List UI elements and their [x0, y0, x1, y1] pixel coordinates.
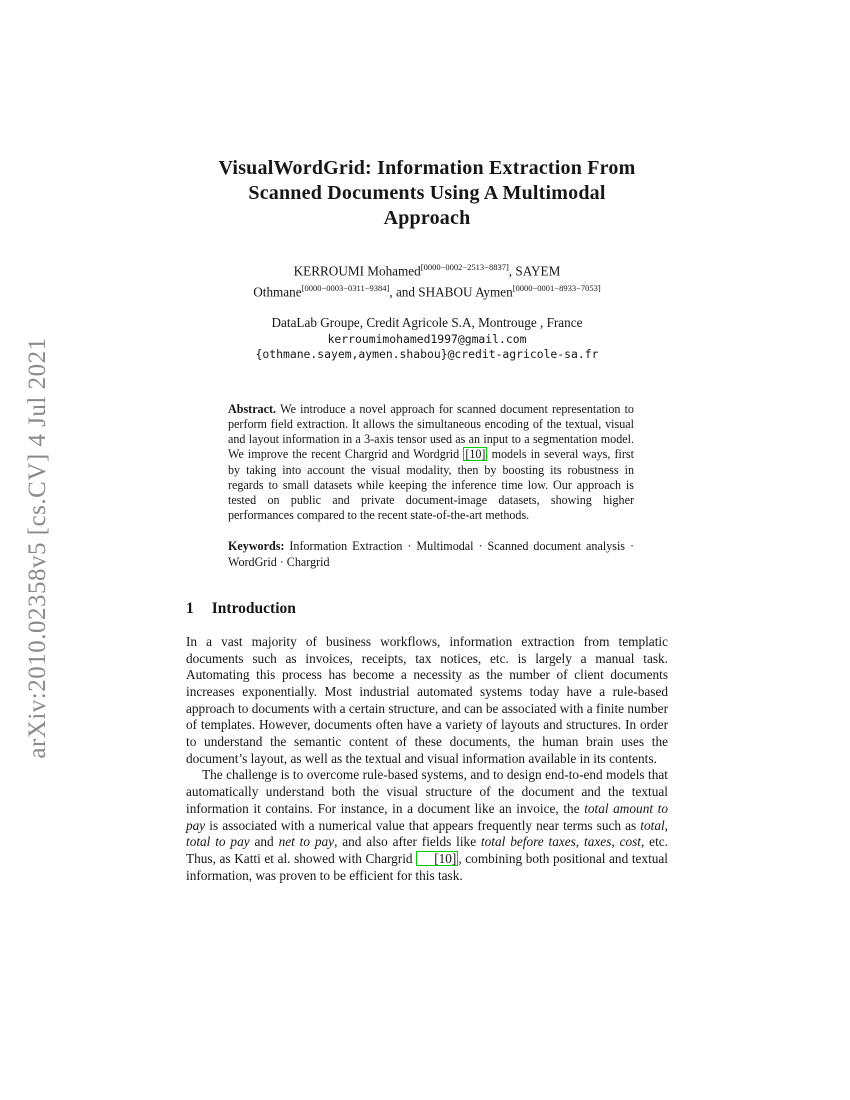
intro-paragraph-2: The challenge is to overcome rule-based systems, and to design end-to-end models that automatically understand both the visual structure of the document and the textual information it contains. For instance, in a document like an invoice, the total amount to pay is associated with a numerical value that appears frequently near terms such as total, total to pay and net to pay, and also after fields like total before taxes, taxes, cost, etc. Thus, as Katti et al. showed with Chargrid [10] , combining both positional and textual information, was proven to be efficient for this task.: [186, 767, 669, 883]
section-title: Introduction: [211, 599, 296, 617]
intro-paragraph-1: In a vast majority of business workflows, information extraction from templatic documents such as invoices, receipts, tax notices, etc. is largely a manual task. Automating this process has become a necessity as the number of client documents increases exponentially. Most industrial automated systems today have a rule-based approach to documents with a certain structure, and can be associated with a finite number of templates. However, documents often have a variety of layouts and structures. In order to understand the semantic content of these documents, the human brain uses the document’s layout, as well as the textual and visual information available in its contents.: [186, 633, 668, 766]
paper-title-line: Scanned Documents Using A Multimodal: [248, 182, 606, 204]
citation-ref[interactable]: [10]: [465, 447, 486, 462]
keywords-paragraph: Keywords: Information Extraction · Multimodal · Scanned document analysis · WordGrid · Chargrid: [228, 539, 634, 569]
author-line: Othmane[0000−0003−0311−9384], and SHABOU Aymen[0000−0001−8933−7053]: [253, 282, 601, 300]
citation-ref[interactable]: [10]: [416, 851, 458, 866]
author-email: kerroumimohamed1997@gmail.com: [327, 331, 527, 346]
paper-title-line: Approach: [383, 207, 471, 229]
abstract-paragraph: Abstract. We introduce a novel approach for scanned document representation to perform field extraction. It allows the simultaneous encoding of the textual, visual and layout information in a 3-axis tensor used as an input to a segmentation model. We improve the recent Chargrid and Wordgrid [10] models in several ways, first by taking into account the visual modality, then by boosting its robustness in regards to small datasets while keeping the inference time low. Our approach is tested on public and private document-image datasets, showing higher performances compared to the recent state-of-the-art methods.: [228, 401, 634, 523]
author-block: [186, 259, 668, 301]
affiliation-block: [186, 314, 668, 363]
section-heading-introduction: [186, 599, 668, 619]
section-number: 1: [186, 599, 194, 617]
paper-title: [186, 0, 668, 231]
paper-title-line: VisualWordGrid: Information Extraction From: [218, 157, 636, 179]
arxiv-watermark: arXiv:2010.02358v5 [cs.CV] 4 Jul 2021: [24, 337, 51, 759]
paper-content-column: [186, 0, 668, 884]
authors-email-group: {othmane.sayem,aymen.shabou}@credit-agricole-sa.fr: [255, 347, 599, 362]
author-line: KERROUMI Mohamed[0000−0002−2513−8837], SAYEM: [293, 262, 561, 279]
institution-line: DataLab Groupe, Credit Agricole S.A, Montrouge , France: [271, 314, 583, 330]
